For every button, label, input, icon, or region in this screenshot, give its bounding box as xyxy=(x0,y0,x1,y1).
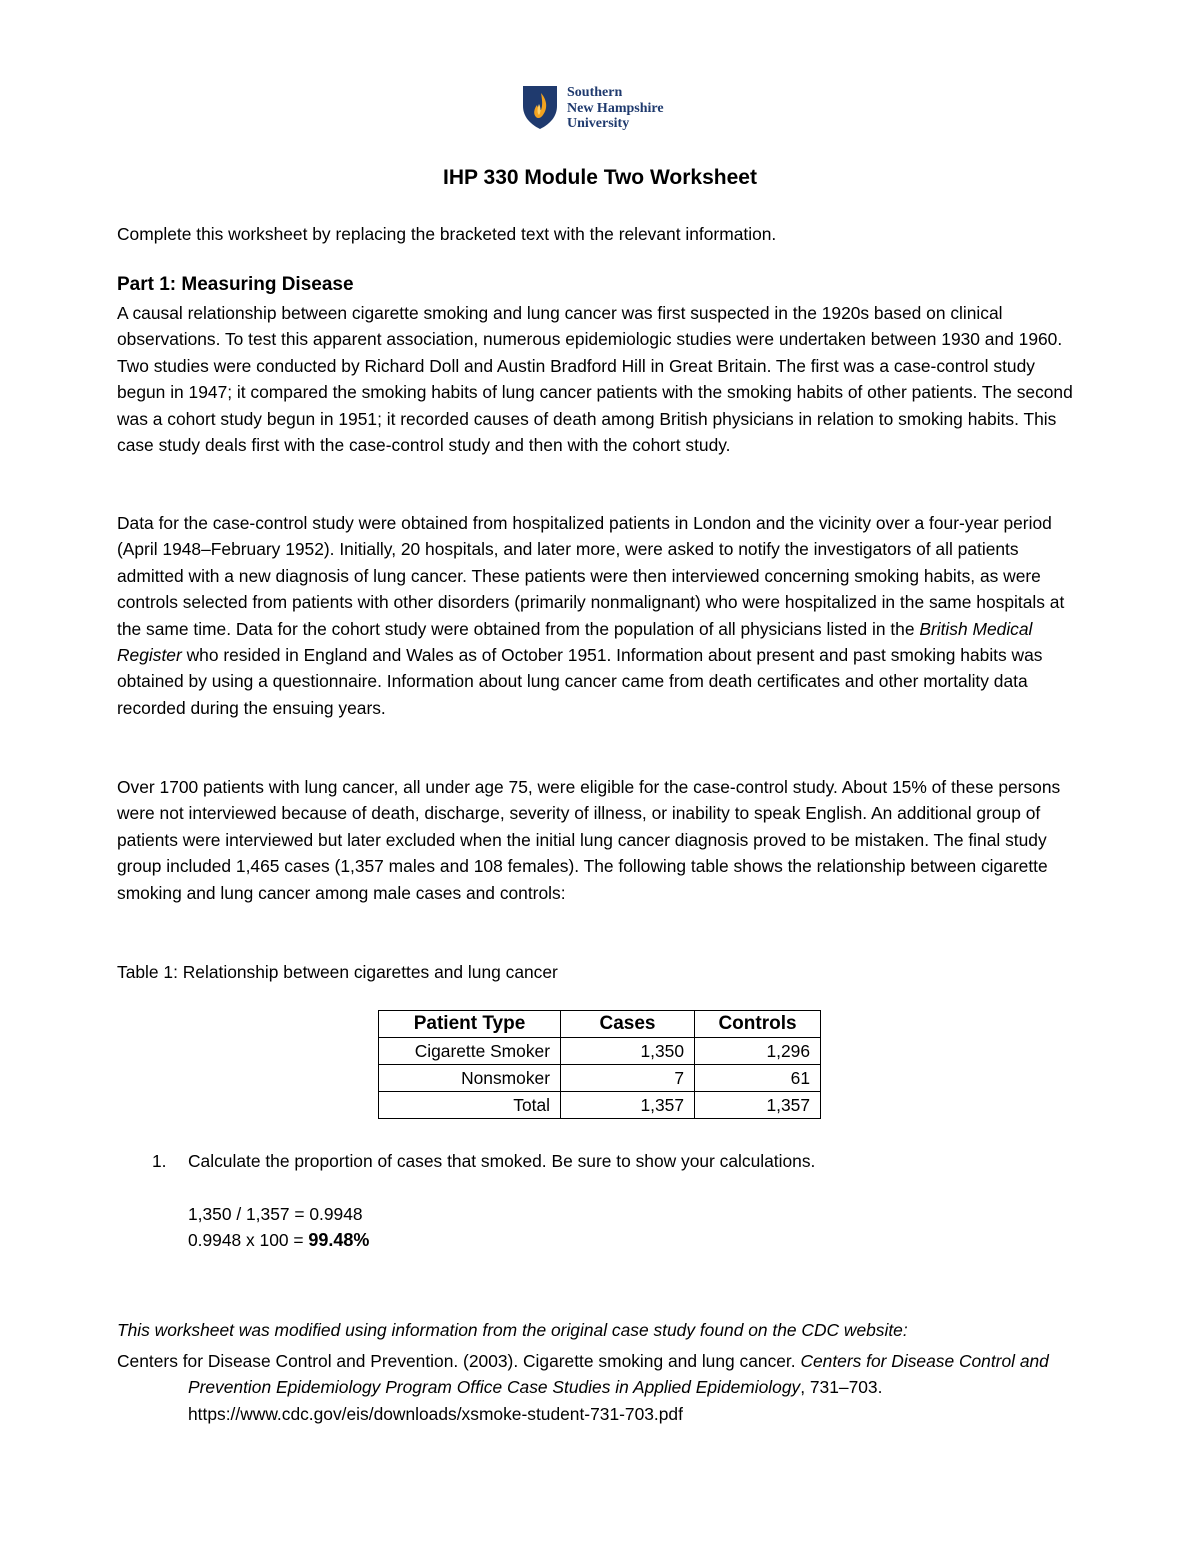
cell-cases: 7 xyxy=(561,1065,695,1092)
table-caption: Table 1: Relationship between cigarettes and lung cancer xyxy=(117,962,558,982)
snhu-shield-icon xyxy=(520,84,560,130)
reference-part-b: , 731–703. xyxy=(800,1377,883,1398)
reference xyxy=(117,1348,1085,1427)
cell-controls: 1,357 xyxy=(695,1092,821,1119)
reference-italic: Centers for Disease Control and Prevention Epidemiology Program Office Case Studies in Applied Epidemiology xyxy=(188,1351,1049,1398)
paragraph-2-italic: British Medical Register xyxy=(117,618,1033,666)
question-number: 1. xyxy=(152,1151,167,1171)
final-answer: 99.48% xyxy=(308,1230,370,1251)
table-row xyxy=(379,1065,821,1092)
cell-cases: 1,357 xyxy=(561,1092,695,1119)
header-patient-type: Patient Type xyxy=(379,1011,561,1038)
part1-heading: Part 1: Measuring Disease xyxy=(117,274,354,295)
paragraph-2-part-a: Data for the case-control study were obtained from hospitalized patients in London and the vicinity over a four-year period (April 1948–February 1952). Initially, 20 hospitals, and later more, were asked to notify the investigators of all patients admitted with a new diagnosis of lung cancer. These patients were then interviewed concerning smoking habits, as were controls selected from patients with other disorders (primarily nonmalignant) who were hospitalized in the same hospitals at the same time. Data for the cohort study were obtained from the population of all physicians listed in the xyxy=(117,513,1065,639)
cell-cases: 1,350 xyxy=(561,1038,695,1065)
cell-controls: 61 xyxy=(695,1065,821,1092)
cell-patient-type: Nonsmoker xyxy=(379,1065,561,1092)
table-1 xyxy=(378,1010,821,1119)
calc-line-2 xyxy=(188,1227,369,1253)
logo-line-2: New Hampshire xyxy=(567,100,664,116)
reference-part-a: Centers for Disease Control and Prevention. (2003). Cigarette smoking and lung cancer. xyxy=(117,1351,801,1371)
instructions: Complete this worksheet by replacing the bracketed text with the relevant information. xyxy=(117,224,777,244)
source-note: This worksheet was modified using information from the original case study found on the CDC website: xyxy=(117,1320,908,1340)
logo-line-1: Southern xyxy=(567,85,623,100)
question-1 xyxy=(152,1148,815,1174)
cell-controls: 1,296 xyxy=(695,1038,821,1065)
paragraph-1: A causal relationship between cigarette smoking and lung cancer was first suspected in the 1920s based on clinical observations. To test this apparent association, numerous epidemiologic studies were undertaken between 1930 and 1960. Two studies were conducted by Richard Doll and Austin Bradford Hill in Great Britain. The first was a case-control study begun in 1947; it compared the smoking habits of lung cancer patients with the smoking habits of other patients. The second was a cohort study begun in 1951; it recorded causes of death among British physicians in relation to smoking habits. This case study deals first with the case-control study and then with the cohort study. xyxy=(117,303,1073,456)
reference-citation xyxy=(117,1348,1085,1401)
header-controls: Controls xyxy=(695,1011,821,1038)
header-cases: Cases xyxy=(561,1011,695,1038)
question-text: Calculate the proportion of cases that smoked. Be sure to show your calculations. xyxy=(188,1151,816,1171)
logo-wordmark xyxy=(567,85,664,132)
cell-patient-type: Cigarette Smoker xyxy=(379,1038,561,1065)
table-header-row xyxy=(379,1011,821,1038)
reference-url[interactable]: https://www.cdc.gov/eis/downloads/xsmoke-student-731-703.pdf xyxy=(188,1403,683,1424)
calc-line-1: 1,350 / 1,357 = 0.9948 xyxy=(188,1204,363,1224)
calc-line-2-prefix: 0.9948 x 100 = xyxy=(188,1230,309,1251)
page-title: IHP 330 Module Two Worksheet xyxy=(443,166,757,189)
paragraph-2 xyxy=(117,510,1085,721)
table-row xyxy=(379,1038,821,1065)
cell-patient-type: Total xyxy=(379,1092,561,1119)
paragraph-3: Over 1700 patients with lung cancer, all under age 75, were eligible for the case-control study. About 15% of these persons were not interviewed because of death, discharge, severity of illness, or inability to speak English. An additional group of patients were interviewed but later excluded when the initial lung cancer diagnosis proved to be mistaken. The final study group included 1,465 cases (1,357 males and 108 females). The following table shows the relationship between cigarette smoking and lung cancer among male cases and controls: xyxy=(117,777,1061,903)
table-row xyxy=(379,1092,821,1119)
paragraph-2-part-b: who resided in England and Wales as of October 1951. Information about present and past smoking habits was obtained by using a questionnaire. Information about lung cancer came from death certificates and other mortality data recorded during the ensuing years. xyxy=(117,645,1043,718)
answer-calculation xyxy=(188,1201,369,1254)
university-logo xyxy=(520,84,664,132)
logo-line-3: University xyxy=(567,116,630,131)
